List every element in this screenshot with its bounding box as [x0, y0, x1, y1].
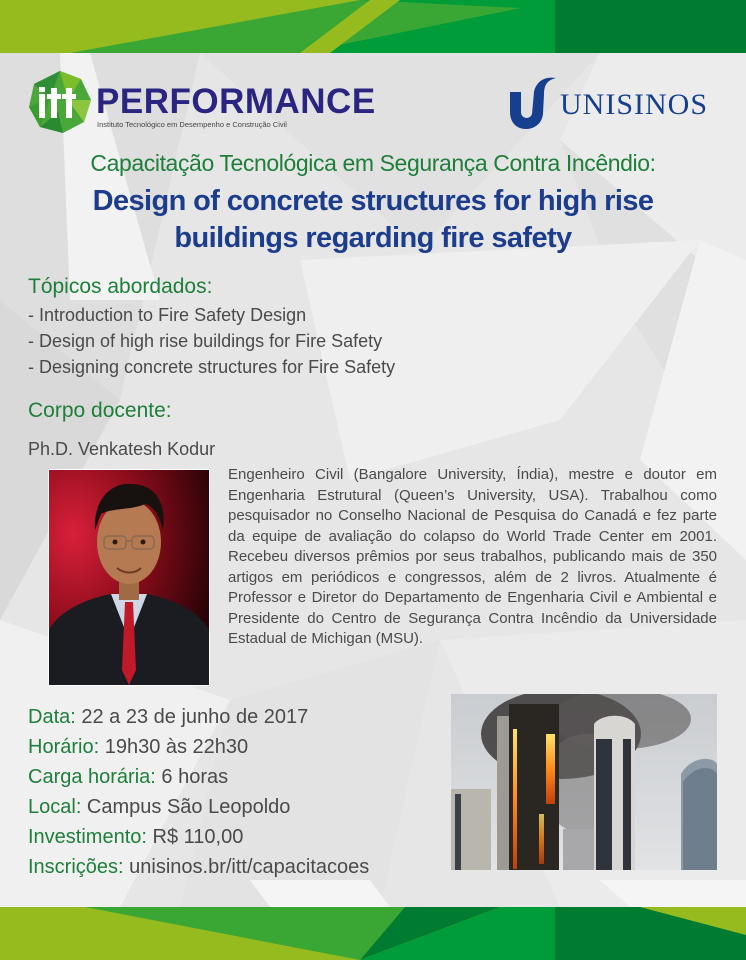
detail-value: 19h30 às 22h30: [99, 736, 249, 758]
topics-heading: Tópicos abordados:: [28, 275, 213, 298]
topics-list: [28, 302, 395, 380]
detail-workload: [28, 762, 369, 792]
registration-link[interactable]: unisinos.br/itt/capacitacoes: [123, 856, 370, 878]
teacher-name: Ph.D. Venkatesh Kodur: [28, 439, 216, 459]
topic-item: - Designing concrete structures for Fire Safety: [28, 357, 396, 377]
detail-time: [28, 732, 369, 762]
detail-date: [28, 702, 369, 732]
detail-value: R$ 110,00: [146, 826, 244, 848]
faculty-heading: Corpo docente:: [28, 399, 172, 422]
detail-price: [28, 822, 369, 852]
detail-label: Local:: [28, 796, 82, 818]
unisinos-title: UNISINOS: [560, 88, 709, 121]
itt-logo-icon: [28, 70, 92, 134]
teacher-bio: Engenheiro Civil (Bangalore University, Índia), mestre e doutor em Engenharia Estrutural (Queen’s University, USA). Trabalhou como pesquisador no Conselho Nacional de Pesquisa do Canadá e fez parte da equipe de avaliação do colapso do World Trade Center em 2001. Recebeu diversos prêmios por seus trabalhos, publicando mais de 350 artigos em periódicos e congressos, além de 2 livros. Atualmente é Professor e Diretor do Departamento de Engenharia Civil e Ambiental e Presidente do Centro de Segurança Contra Incêndio da Universidade Estadual de Michigan (MSU).: [228, 466, 717, 647]
detail-value: 6 horas: [155, 766, 229, 788]
event-title-line-1: Design of concrete structures for high rise: [92, 185, 654, 217]
detail-label: Investimento:: [28, 826, 147, 848]
teacher-portrait: [48, 469, 210, 686]
detail-registration: [28, 852, 369, 882]
unisinos-logo-icon: [508, 74, 558, 130]
performance-subtitle: Instituto Tecnológico em Desempenho e Construção Civil: [97, 120, 287, 129]
detail-location: [28, 792, 369, 822]
detail-label: Data:: [28, 706, 76, 728]
detail-label: Horário:: [28, 736, 100, 758]
topic-item: - Introduction to Fire Safety Design: [28, 305, 307, 325]
event-title-line-2: buildings regarding fire safety: [174, 222, 572, 254]
topic-item: - Design of high rise buildings for Fire Safety: [28, 331, 383, 351]
detail-label: Inscrições:: [28, 856, 124, 878]
detail-value: 22 a 23 de junho de 2017: [75, 706, 309, 728]
performance-title: PERFORMANCE: [96, 82, 376, 121]
burning-building-photo: [451, 694, 717, 870]
detail-label: Carga horária:: [28, 766, 156, 788]
event-subtitle: Capacitação Tecnológica em Segurança Contra Incêndio:: [90, 150, 656, 176]
detail-value: Campus São Leopoldo: [81, 796, 291, 818]
event-details: [28, 702, 369, 882]
event-title: [40, 183, 706, 257]
